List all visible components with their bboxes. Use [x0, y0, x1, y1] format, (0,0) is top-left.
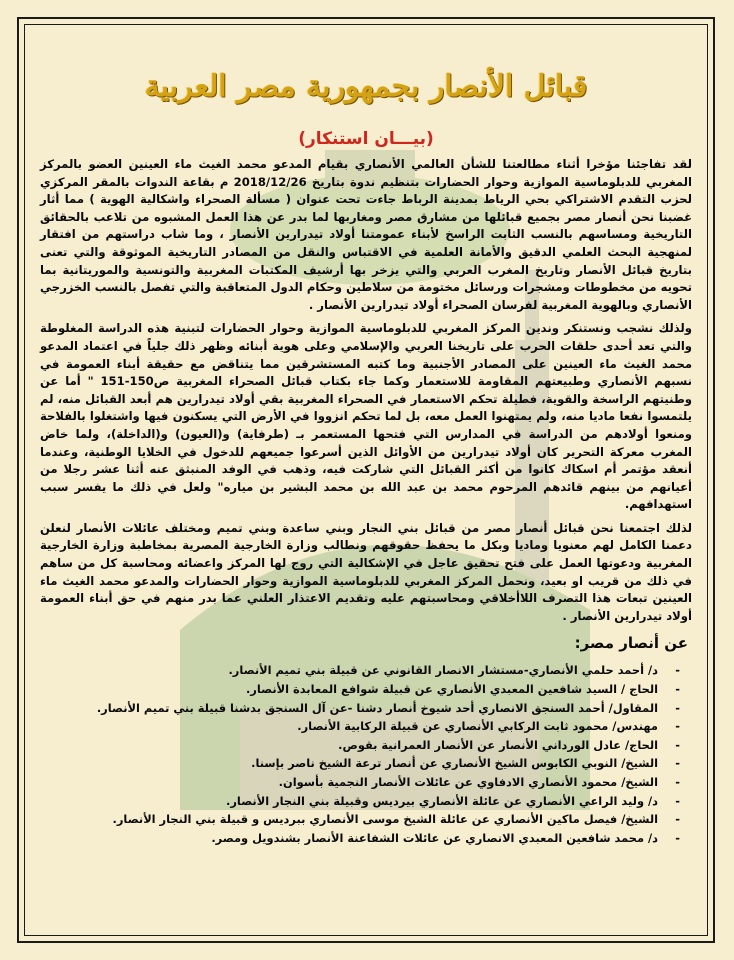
list-marker: -: [675, 737, 680, 752]
list-marker: -: [675, 793, 680, 808]
paragraph-1: لقد تفاجئنا مؤخرا أثناء مطالعتنا للشأن العالمي الأنصاري بقيام المدعو محمد الغيث ماء العينين العضو بالمركز المغربي للدبلوماسية الموازية وحوار الحضارات بتنظيم ندوة بتاريخ 2018/12/26 م بقاعة الندوات بالمقر المركزي لحزب التقدم الاشتراكي بحي الرياط بمدينة الرباط جاءت تحت عنوان ( مسألة الصحراء واشكالية الهوية ) مما أثار غضبنا نحن أنصار مصر بجميع قبائلها من مشارق مصر ومغاربها لما بدر عن هذا العمل المشبوه من تلاعب بالحقائق التاريخية ومساسهم بالنسب الثابت الراسخ لأبناء عمومتنا أولاد تيدرارين الأنصار ، وما شاب دراستهم من افتقار لمنهجية البحث العلمي الدقيق والأمانة العلمية في الاقتباس والنقل من المصادر التاريخية الموثوقة والتي تعنى بتاريخ قبائل الأنصار وتاريخ المغرب العربي والتي يزخر بها أرشيف المكتبات المغربية والتونسية والموريتانية بما تحويه من مخطوطات ومشجرات ورسائل مختومة من سلاطين وحكام الدول المتعاقبة والتي تفصل بالنسب الخزرجي الأنصاري وبالهوية المغربية لفرسان الصحراء أولاد تيدرارين الأنصار .: [40, 157, 692, 312]
list-marker: -: [675, 812, 680, 827]
list-item: - مهندس/ محمود ثابت الركابي الأنصاري عن قبيلة الركابية الأنصار.: [40, 717, 658, 736]
list-marker: -: [675, 775, 680, 789]
list-item: - د/ محمد شافعين المعبدي الانصاري عن عائلات الشفاعنة الأنصار بشندويل ومصر.: [40, 829, 658, 848]
list-marker: -: [675, 830, 680, 845]
statement-body: [40, 66, 692, 932]
list-marker: -: [675, 719, 680, 734]
list-item: - د/ وليد الراعي الأنصاري عن عائلة الأنصاري بيرديس وقبيلة بني النجار الأنصار.: [40, 792, 658, 811]
paragraph-2: ولذلك نشجب ونستنكر وندين المركز المغربي للدبلوماسية الموازية وحوار الحضارات لتبنية هذه الدراسة المغلوطة والتي تعد أحدى حلقات الحرب على تاريخنا العربي والإسلامي وعلى هوية أبنائه وظهر ذلك جلياً في اعتماد المدعو محمد الغيث ماء العينين على المصادر الأجنبية وما كتبه المستشرقين مما يتناقض مع حقيقة أبناء العمومة في نسبهم الأنصاري وطبيعتهم المقاومة للاستعمار وكما جاء بكتاب قبائل الصحراء المغربية ص150-151 " أما عن وطنيتهم الراسخة والقوية، فطيلة تحكم الاستعمار في الصحراء المغربية بقي أولاد تيدرارين هم أبعد القبائل منه، لم يلتمسوا نفعا ماديا منه، ولم يمتهنوا العمل معه، بل لما تحكم انزووا في الأرض التي يسكنون فيها واشتغلوا بالفلاحة ومنعوا أولادهم من الدراسة في المدارس التي فتحها المستعمر بـ (طرفاية) و(العيون) و(الداخلة)، ولما خاض المغرب معركة التحرير كان أولاد تيدرارين من الأوائل الذين أسرعوا جميعهم للدخول في الخلايا الوطنية، وعندما أنعقد مؤتمر أم اسكاك كانوا من أكثر القبائل التي شاركت فيه، وذهب في الوفد المنبثق عنه أثنا عشر رجلا من أعيانهم من بينهم قائدهم المرحوم محمد بن عبد الله بن محمد البشير بن مياره" ولعل في ذلك ما يفسر سبب استهدافهم.: [40, 321, 692, 512]
list-marker: -: [675, 700, 680, 715]
list-item: - الشيخ/ محمود الأنصاري الادفاوي عن عائلات الأنصار النجمية بأسوان.: [40, 773, 658, 792]
list-item: - الشيخ/ النوبي الكابوس الشيخ الأنصاري عن أنصار ترعة الشيخ ناصر بإسنا.: [40, 754, 658, 773]
list-item: - المقاول/ أحمد السنجق الانصاري أحد شيوخ أنصار دشنا -عن آل السنجق بدشنا قبيلة بني تميم الأنصار.: [40, 699, 658, 718]
document-title: قبائل الأنصار بجمهورية مصر العربية: [144, 69, 588, 104]
list-item: - الشيخ/ فيصل ماكين الأنصاري عن عائلة الشيخ موسى الأنصاري ببرديس و قبيلة بني النجار الأنصار.: [40, 810, 658, 829]
list-marker: -: [675, 756, 680, 771]
paragraph-3: لذلك اجتمعنا نحن قبائل أنصار مصر من قبائل بني النجار وبني ساعدة وبني تميم ومختلف عائلات الأنصار لنعلن دعمنا الكامل لهم معنويا وماديا وبكل ما يحفظ حقوقهم ونطالب وزارة الخارجية المصرية بمخاطبة وزارة الخارجية المغربية ودعوتها العمل على فتح تحقيق عاجل في الإشكالية التي روج لها المركز واعضائه ومحاسبة كل من ساهم في ذلك من قريب او بعيد، ونحمل المركز المغربي للدبلوماسية الموازية وحوار الحضارات والمدعو محمد الغيث ماء العينين تبعات هذا التصرف اللاأخلاقي ومحاسبتهم عليه وتقديم الاعتذار العلني عما بدر منهم في حق أبناء العمومة أولاد تيدرارين الأنصار .: [40, 520, 692, 623]
signers-list: [40, 661, 692, 847]
list-marker: -: [675, 682, 680, 697]
list-item: - د/ أحمد حلمي الأنصاري-مستشار الانصار القانوني عن قبيلة بني تميم الأنصار.: [40, 661, 658, 680]
list-item: - الحاج/ عادل الورداني الأنصار عن الأنصار العمرانية بقوص.: [40, 736, 658, 755]
signers-heading: عن أنصار مصر:: [574, 634, 688, 653]
document-subtitle: (بيـــان استنكار): [298, 129, 434, 149]
list-item: - الحاج / السيد شافعين المعبدي الأنصاري عن قبيلة شوافع المعابدة الأنصار.: [40, 680, 658, 699]
list-marker: -: [675, 663, 680, 678]
